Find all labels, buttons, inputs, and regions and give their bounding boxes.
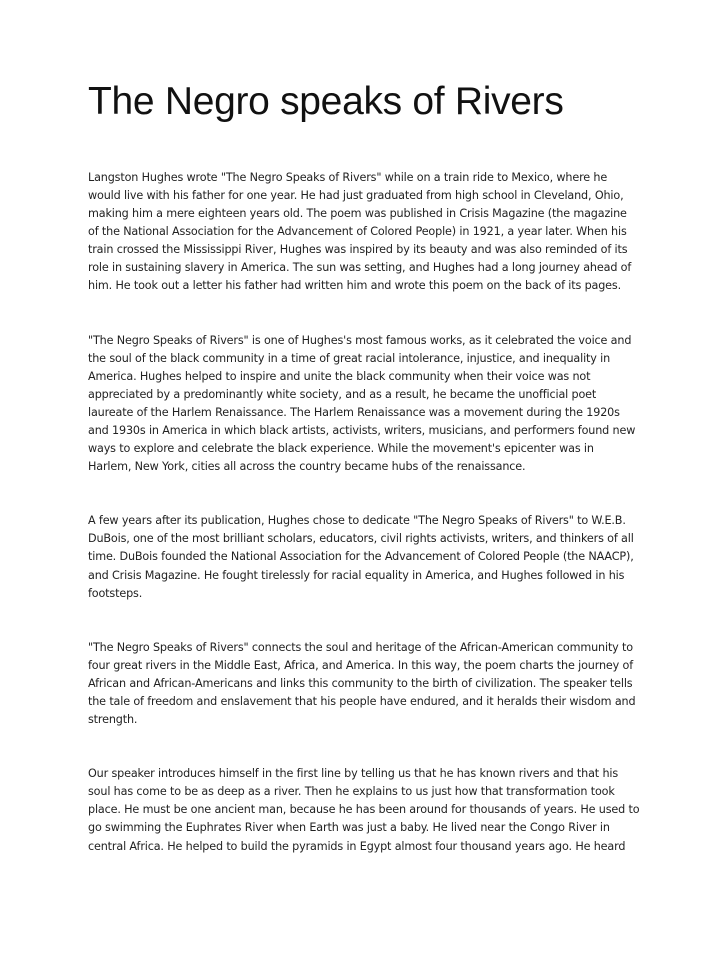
- document-body: [88, 169, 640, 856]
- document-title: The Negro speaks of Rivers: [88, 80, 564, 123]
- paragraph-3: A few years after its publication, Hughes chose to dedicate "The Negro Speaks of Rivers" to W.E.B. DuBois, one of the most brilliant scholars, educators, civil rights activists, writers, and thinkers of all time. DuBois founded the National Association for the Advancement of Colored People (the NAACP), and Crisis Magazine. He fought tirelessly for racial equality in America, and Hughes followed in his footsteps.: [88, 514, 634, 600]
- paragraph-2: "The Negro Speaks of Rivers" is one of Hughes's most famous works, as it celebrated the voice and the soul of the black community in a time of great racial intolerance, injustice, and inequality in America. Hughes helped to inspire and unite the black community when their voice was not appreciated by a predominantly white society, and as a result, he became the unofficial poet laureate of the Harlem Renaissance. The Harlem Renaissance was a movement during the 1920s and 1930s in America in which black artists, activists, writers, musicians, and performers found new ways to explore and celebrate the black experience. While the movement's epicenter was in Harlem, New York, cities all across the country became hubs of the renaissance.: [88, 333, 636, 474]
- paragraph-5: Our speaker introduces himself in the first line by telling us that he has known rivers and that his soul has come to be as deep as a river. Then he explains to us just how that transformation took place. He must be one ancient man, because he has been around for thousands of years. He used to go swimming the Euphrates River when Earth was just a baby. He lived near the Congo River in central Africa. He helped to build the pyramids in Egypt almost four thousand years ago. He heard: [88, 767, 640, 853]
- paragraph-4: "The Negro Speaks of Rivers" connects the soul and heritage of the African-American community to four great rivers in the Middle East, Africa, and America. In this way, the poem charts the journey of African and African-Americans and links this community to the birth of civilization. The speaker tells the tale of freedom and enslavement that his people have endured, and it heralds their wisdom and strength.: [88, 640, 636, 727]
- paragraph-1: Langston Hughes wrote "The Negro Speaks of Rivers" while on a train ride to Mexico, where he would live with his father for one year. He had just graduated from high school in Cleveland, Ohio, making him a mere eighteen years old. The poem was published in Crisis Magazine (the magazine of the National Association for the Advancement of Colored People) in 1921, a year later. When his train crossed the Mississippi River, Hughes was inspired by its beauty and was also reminded of its role in sustaining slavery in America. The sun was setting, and Hughes had a long journey ahead of him. He took out a letter his father had written him and wrote this poem on the back of its pages.: [88, 170, 632, 293]
